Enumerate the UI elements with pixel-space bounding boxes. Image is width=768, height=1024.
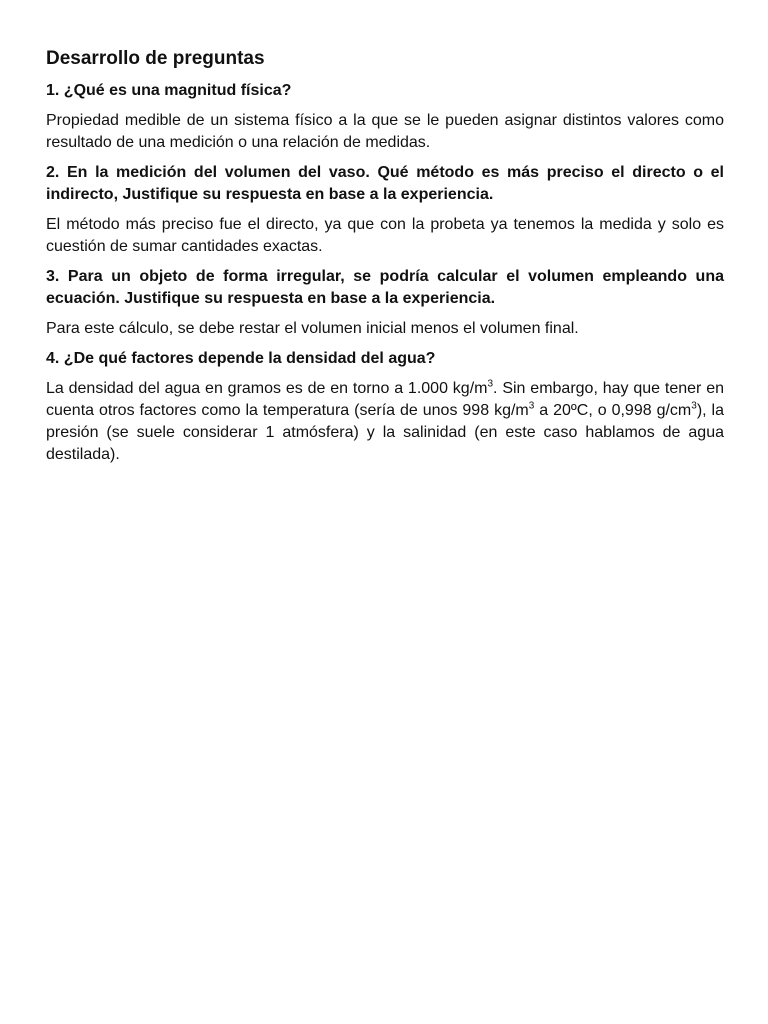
question-1: 1. ¿Qué es una magnitud física? [46,82,292,99]
superscript-cubic-1: 3 [487,378,494,390]
superscript-cubic-2: 3 [528,400,535,412]
answer-4-text-4: ), la presión (se suele considerar 1 atmósfera) y la salinidad (en este caso hablamos de agua destilada). [46,402,724,463]
question-2: 2. En la medición del volumen del vaso. Qué método es más preciso el directo o el indirecto, Justifique su respuesta en base a la experiencia. [46,164,724,203]
answer-4-text-1: La densidad del agua en gramos es de en torno a 1.000 kg/m [46,380,488,397]
answer-4 [46,378,724,466]
question-4: 4. ¿De qué factores depende la densidad del agua? [46,350,436,367]
answer-1: Propiedad medible de un sistema físico a la que se le pueden asignar distintos valores como resultado de una medición o una relación de medidas. [46,112,724,151]
document-title: Desarrollo de preguntas [46,48,265,69]
question-3: 3. Para un objeto de forma irregular, se podría calcular el volumen empleando una ecuación. Justifique su respuesta en base a la experiencia. [46,268,724,307]
answer-4-text-3: a 20ºC, o 0,998 g/cm [534,402,692,419]
answer-2: El método más preciso fue el directo, ya que con la probeta ya tenemos la medida y solo es cuestión de sumar cantidades exactas. [46,216,724,255]
document-page [46,46,724,474]
superscript-cubic-3: 3 [691,400,697,412]
answer-3: Para este cálculo, se debe restar el volumen inicial menos el volumen final. [46,320,579,337]
answer-4-text-2: . Sin embargo, hay que tener en cuenta otros factores como la temperatura (sería de unos 998 kg/m [46,380,725,419]
